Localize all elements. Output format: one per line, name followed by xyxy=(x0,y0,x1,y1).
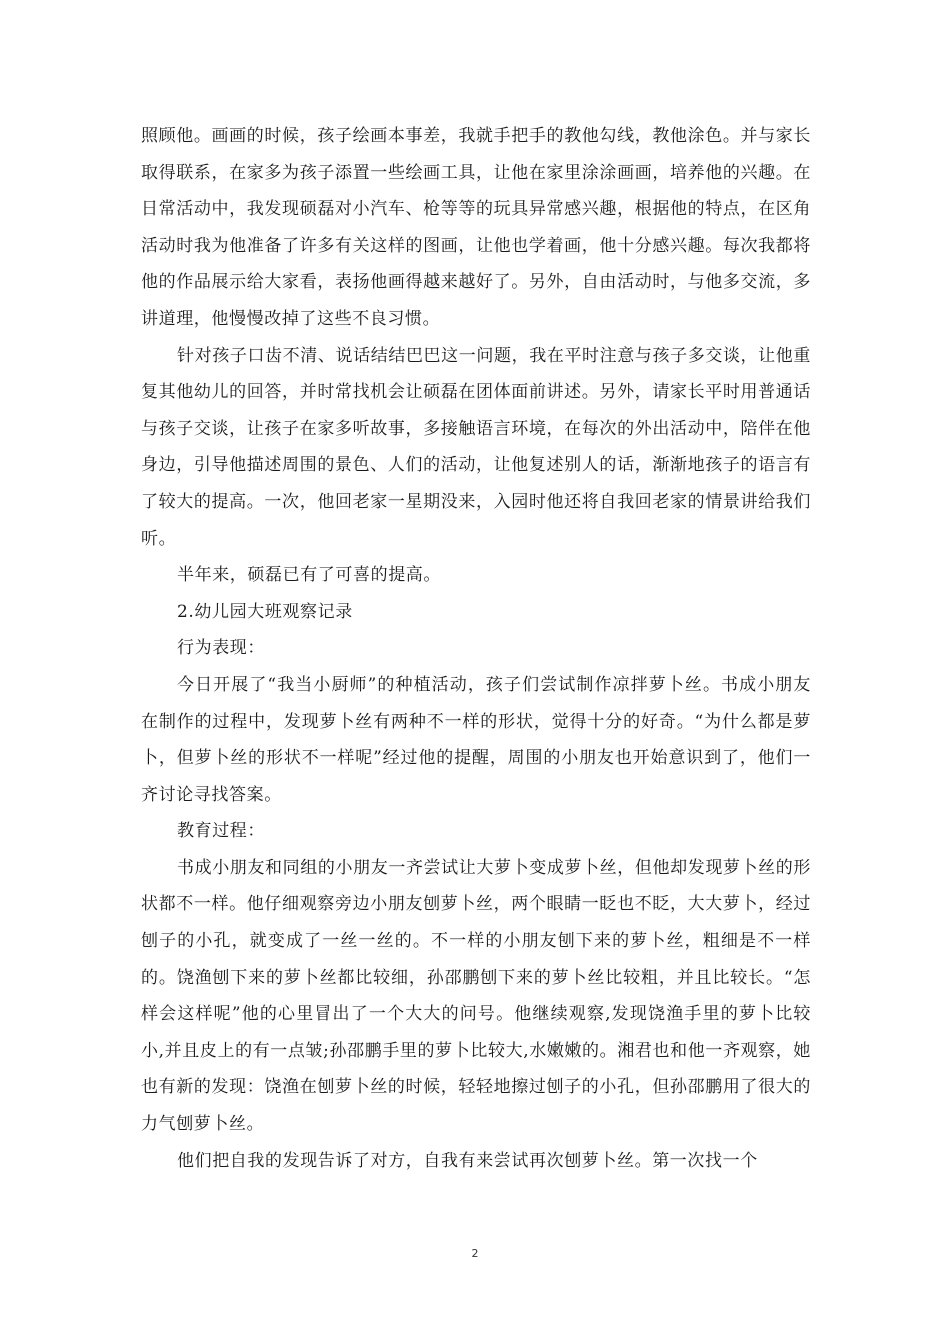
paragraph-education: 书成小朋友和同组的小朋友一齐尝试让大萝卜变成萝卜丝，但他却发现萝卜丝的形状都不一样。他仔细观察旁边小朋友刨萝卜丝，两个眼睛一眨也不眨，大大萝卜，经过刨子的小孔，就变成了一丝一丝的。不一样的小朋友刨下来的萝卜丝，粗细是不一样的。饶渔刨下来的萝卜丝都比较细，孙邵鹏刨下来的萝卜丝比较粗，并且比较长。“怎样会这样呢”他的心里冒出了一个大大的问号。他继续观察,发现饶渔手里的萝卜比较小,并且皮上的有一点皱;孙邵鹏手里的萝卜比较大,水嫩嫩的。湘君也和他一齐观察，她也有新的发现：饶渔在刨萝卜丝的时候，轻轻地擦过刨子的小孔，但孙邵鹏用了很大的力气刨萝卜丝。 xyxy=(141,857,811,1135)
document-body xyxy=(141,118,811,1179)
section-heading: 2.幼儿园大班观察记录 xyxy=(177,601,353,622)
paragraph-behavior: 今日开展了“我当小厨师”的种植活动，孩子们尝试制作凉拌萝卜丝。书成小朋友在制作的过程中，发现萝卜丝有两种不一样的形状，觉得十分的好奇。“为什么都是萝卜，但萝卜丝的形状不一样呢”经过他的提醒，周围的小朋友也开始意识到了，他们一齐讨论寻找答案。 xyxy=(141,674,811,805)
paragraph-speech-issue: 针对孩子口齿不清、说话结结巴巴这一问题，我在平时注意与孩子多交谈，让他重复其他幼儿的回答，并时常找机会让硕磊在团体面前讲述。另外，请家长平时用普通话与孩子交谈，让孩子在家多听故事，多接触语言环境，在每次的外出活动中，陪伴在他身边，引导他描述周围的景色、人们的活动，让他复述别人的话，渐渐地孩子的语言有了较大的提高。一次，他回老家一星期没来，入园时他还将自我回老家的情景讲给我们听。 xyxy=(141,345,811,549)
paragraph-continuation: 照顾他。画画的时候，孩子绘画本事差，我就手把手的教他勾线，教他涂色。并与家长取得联系，在家多为孩子添置一些绘画工具，让他在家里涂涂画画，培养他的兴趣。在日常活动中，我发现硕磊对小汽车、枪等等的玩具异常感兴趣，根据他的特点，在区角活动时我为他准备了许多有关这样的图画，让他也学着画，他十分感兴趣。每次我都将他的作品展示给大家看，表扬他画得越来越好了。另外，自由活动时，与他多交流，多讲道理，他慢慢改掉了这些不良习惯。 xyxy=(141,126,811,329)
page-number: 2 xyxy=(471,1247,479,1260)
paragraph-final: 他们把自我的发现告诉了对方，自我有来尝试再次刨萝卜丝。第一次找一个 xyxy=(177,1150,758,1171)
subheading-behavior: 行为表现： xyxy=(177,638,265,659)
subheading-education: 教育过程： xyxy=(177,821,265,842)
paragraph-summary: 半年来，硕磊已有了可喜的提高。 xyxy=(177,565,441,586)
